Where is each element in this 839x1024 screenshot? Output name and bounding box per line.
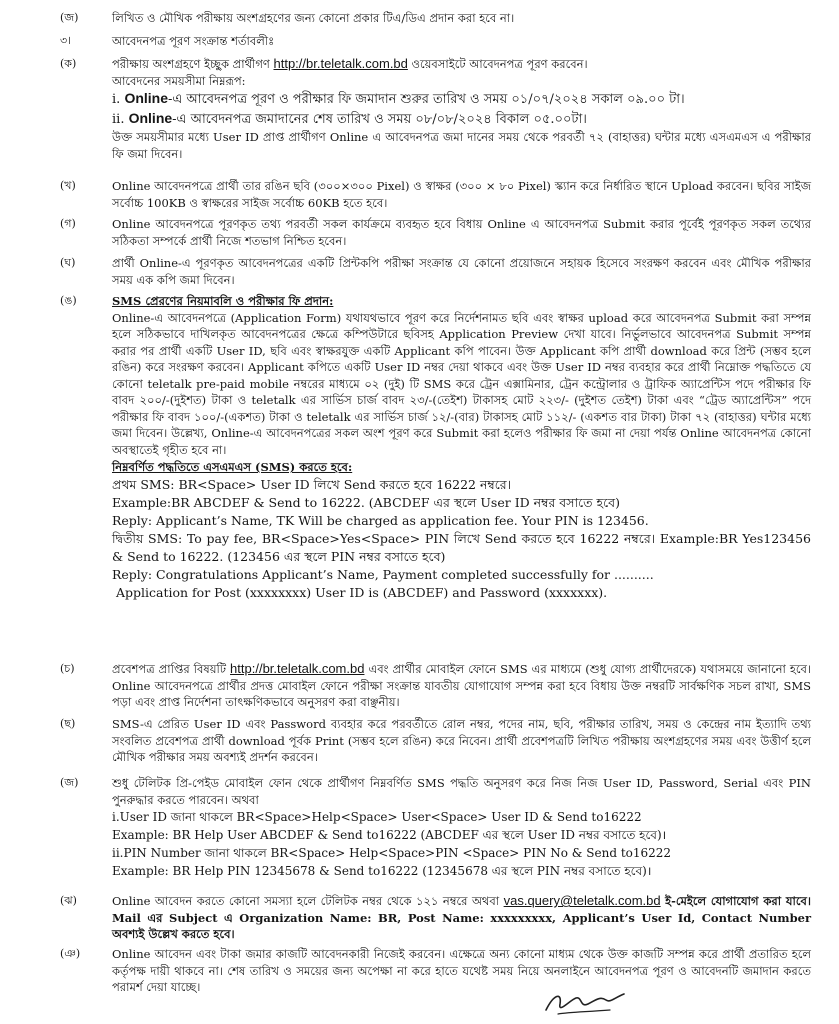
sms-second-application: Application for Post (xxxxxxxx) User ID is (ABCDEF) and Password (xxxxxxx). (116, 584, 608, 600)
item-text (112, 10, 811, 27)
teletalk-link[interactable]: http://br.teletalk.com.bd (230, 661, 365, 676)
ka-line-1 (112, 56, 811, 73)
item-marker: (খ) (60, 179, 76, 192)
recovery-line-1: i.User ID জানা থাকলে BR<Space>Help<Space> User<Space> User ID & Send to16222 (112, 810, 642, 824)
item-marker: (জ) (60, 11, 79, 24)
text-span: পরীক্ষায় অংশগ্রহণে ইচ্ছুক প্রার্থীগণ (112, 57, 270, 71)
item-text (112, 255, 811, 288)
handwritten-signature (540, 986, 630, 1018)
item-text (112, 716, 811, 766)
item-text (112, 661, 811, 711)
paragraph: Online আবেদনপত্রে পূরণকৃত তথ্য পরবর্তী সকল কার্যক্রমে ব্যবহৃত হবে বিধায় Online এ আবেদনপত্র Submit করার পূর্বেই পূরণকৃত সকল তথ্যের সঠিকতা সম্পর্কে প্রার্থী নিজে শতভাগ নিশ্চিত হবেন। (112, 217, 811, 248)
paragraph: Online আবেদন এবং টাকা জমার কাজটি আবেদনকারী নিজেই করবেন। এক্ষেত্রে অন্য কোনো মাধ্যম থেকে উক্ত কাজটি সম্পন্ন করে প্রার্থী প্রতারিত হলে কর্তৃপক্ষ দায়ী থাকবে না। শেষ তারিখ ও সময়ের জন্য অপেক্ষা না করে হাতে যথেষ্ট সময় নিয়ে অনলাইনে আবেদনপত্র পূরণ ও আবেদনটি জমাদান করতে পরামর্শ দেয়া যাচ্ছে। (112, 947, 811, 994)
item-text (112, 293, 811, 602)
text-span: -এ আবেদনপত্র পূরণ ও পরীক্ষার ফি জমাদান শুরুর তারিখ ও সময় ০১/০৭/২০২৪ সকাল ০৯.০০ টা। (168, 92, 685, 107)
sms-first-reply: Reply: Applicant’s Name, TK Will be charged as application fee. Your PIN is 123456. (112, 512, 649, 528)
recovery-line-3: ii.PIN Number জানা থাকলে BR<Space> Help<Space>PIN <Space> PIN No & Send to16222 (112, 846, 672, 860)
recovery-line-4: Example: BR Help PIN 12345678 & Send to16222 (12345678 এর স্থলে PIN নম্বর বসাতে হবে)। (112, 864, 652, 878)
sms-fee-heading: SMS প্রেরণের নিয়মাবলি ও পরীক্ষার ফি প্রদান: (112, 294, 334, 308)
item-marker: (চ) (60, 662, 75, 675)
paragraph: SMS-এ প্রেরিত User ID এবং Password ব্যবহার করে পরবর্তীতে রোল নম্বর, পদের নাম, ছবি, পরীক্ষার তারিখ, সময় ও কেন্দ্রের নাম ইত্যাদি তথ্য সংবলিত প্রবেশপত্র প্রার্থী download পূর্বক Print (সম্ভব হলে রঙিন) করে নিবেন। প্রার্থী প্রবেশপত্রটি লিখিত পরীক্ষায় অংশগ্রহণের সময় এবং উত্তীর্ণ হলে মৌখিক পরীক্ষার সময় অবশ্যই প্রদর্শন করবেন। (112, 717, 811, 764)
section-heading (112, 33, 811, 50)
text-span: ওয়েবসাইটে আবেদনপত্র পূরণ করবেন। (411, 57, 588, 71)
text-span: প্রবেশপত্র প্রাপ্তির বিষয়টি (112, 662, 227, 676)
recovery-line-2: Example: BR Help User ABCDEF & Send to16222 (ABCDEF এর স্থলে User ID নম্বর বসাতে হবে)। (112, 828, 667, 842)
item-marker: (ঙ) (60, 294, 77, 307)
sms-first: প্রথম SMS: BR<Space> User ID লিখে Send করতে হবে 16222 নম্বরে। (112, 476, 512, 492)
online-word: Online (124, 90, 168, 106)
ka-line-2: আবেদনের সময়সীমা নিম্নরূপ: (112, 73, 246, 88)
ka-line-4 (112, 109, 811, 129)
sms-first-example: Example:BR ABCDEF & Send to 16222. (ABCDEF এর স্থলে User ID নম্বর বসাতে হবে) (112, 494, 620, 510)
paragraph: প্রার্থী Online-এ পূরণকৃত আবেদনপত্রের একটি প্রিন্টকপি পরীক্ষা সংক্রান্ত যে কোনো প্রয়োজনে সহায়ক হিসেবে সংরক্ষণ করবেন এবং মৌখিক পরীক্ষার সময় এক কপি জমা দিবেন। (112, 256, 811, 287)
online-word: Online (128, 110, 173, 126)
item-text (112, 775, 811, 880)
item-marker: (ছ) (60, 717, 76, 730)
item-text (112, 946, 811, 996)
item-marker: (জ) (60, 776, 79, 789)
roman-number: ii. (112, 112, 125, 127)
item-text (112, 56, 811, 162)
support-email-link[interactable]: vas.query@teletalk.com.bd (503, 893, 661, 908)
item-marker: (ঞ) (60, 947, 81, 960)
teletalk-link[interactable]: http://br.teletalk.com.bd (273, 56, 408, 71)
ka-line-5: উক্ত সময়সীমার মধ্যে User ID প্রাপ্ত প্রার্থীগণ Online এ আবেদনপত্র জমা দানের সময় থেকে পরবর্তী ৭২ (বাহাত্তর) ঘন্টার মধ্যে এসএমএস এ পরীক্ষার ফি জমা দিবেন। (112, 130, 811, 161)
item-text (112, 893, 811, 943)
roman-number: i. (112, 92, 121, 107)
sms-method-heading: নিম্নবর্ণিত পদ্ধতিতে এসএমএস (SMS) করতে হবে: (112, 460, 353, 474)
ka-line-3 (112, 89, 811, 109)
paragraph (112, 661, 811, 711)
heading-text: আবেদনপত্র পূরণ সংক্রান্ত শর্তাবলীঃ (112, 34, 275, 48)
sms-second-reply: Reply: Congratulations Applicant’s Name, Payment completed successfully for .......... (112, 566, 654, 582)
item-marker: (গ) (60, 217, 76, 230)
paragraph: Online আবেদনপত্রে প্রার্থী তার রঙিন ছবি (৩০০×৩০০ Pixel) ও স্বাক্ষর (৩০০ × ৮০ Pixel) স্ক্যান করে নির্ধারিত স্থানে Upload করবেন। ছবির সাইজ সর্বোচ্চ 100KB ও স্বাক্ষরের সাইজ সর্বোচ্চ 60KB হতে হবে। (112, 179, 811, 210)
item-marker: (ঝ) (60, 894, 77, 907)
item-marker: (ঘ) (60, 256, 76, 269)
sms-second: দ্বিতীয় SMS: To pay fee, BR<Space>Yes<Space> PIN লিখে Send করতে হবে 16222 নম্বরে। Example:BR Yes123456 & Send to 16222. (123456 এর স্থলে PIN নম্বর বসাতে হবে) (112, 530, 811, 564)
paragraph (112, 893, 811, 943)
item-text (112, 178, 811, 211)
section-number: ৩। (60, 34, 72, 47)
text-span: -এ আবেদনপত্র জমাদানের শেষ তারিখ ও সময় ০৮/০৮/২০২৪ বিকাল ০৫.০০টা। (172, 112, 587, 127)
text-span: এবং প্রার্থীর মোবাইল ফোনে SMS এর মাধ্যমে (শুধু যোগ্য প্রার্থীদেরকে) যথাসময়ে জানানো হবে। Online আবেদনপত্রে প্রার্থীর প্রদত্ত মোবাইল ফোনে পরীক্ষা সংক্রান্ত যাবতীয় যোগাযোগ সম্পন্ন করা হবে বিধায় উক্ত নম্বরটি সার্বক্ষণিক সচল রাখা, SMS পড়া এবং প্রাপ্ত নির্দেশনা তাৎক্ষণিকভাবে অনুসরণ করা বাঞ্ছনীয়। (112, 662, 812, 709)
paragraph: লিখিত ও মৌখিক পরীক্ষায় অংশগ্রহণের জন্য কোনো প্রকার টিএ/ডিএ প্রদান করা হবে না। (112, 11, 515, 25)
text-span: Online আবেদন করতে কোনো সমস্যা হলে টেলিটক নম্বর থেকে ১২১ নম্বরে অথবা (112, 894, 500, 908)
text-span: ই-মেইলে যোগাযোগ করা যাবে। Mail এর Subject এ Organization Name: BR, Post Name: xxxxxxxxx, Applicant’s User Id, Contact Number অবশ্যই উল্লেখ করতে হবে। (112, 894, 812, 941)
item-text (112, 216, 811, 249)
application-paragraph: Online-এ আবেদনপত্রে (Application Form) যথাযথভাবে পূরণ করে নির্দেশনামত ছবি এবং স্বাক্ষর upload করে আবেদনপত্র Submit করা সম্পন্ন হলে সঠিকভাবে দাখিলকৃত আবেদনপত্রের ক্ষেত্রে কম্পিউটারে ছবিসহ Application Preview দেখা যাবে। নির্ভুলভাবে আবেদনপত্র Submit সম্পন্ন করার পর প্রার্থী একটি User ID, ছবি এবং স্বাক্ষরযুক্ত একটি Applicant কপি পাবেন। উক্ত Applicant কপি প্রার্থী download করে প্রিন্ট (সম্ভব হলে রঙিন) করে সংরক্ষণ করবেন। Applicant কপিতে একটি User ID নম্বর দেয়া থাকবে এবং উক্ত User ID নম্বর ব্যবহার করে প্রার্থী নিম্নোক্ত পদ্ধতিতে যে কোনো teletalk pre-paid mobile নম্বরের মাধ্যমে ০২ (দুই) টি SMS করে ট্রেন এক্সামিনার, ট্রেন কন্ট্রোলার ও ট্রাফিক অ্যাপ্রেন্টিস পদে পরীক্ষার ফি বাবদ ২০০/-(দুইশত) টাকা ও teletalk এর সার্ভিস চার্জ বাবদ ২৩/-(তেইশ) টাকাসহ মোট ২২৩/- (দুইশত তেইশ) টাকা এবং “ট্রেড অ্যাপ্রেন্টিস” পদে পরীক্ষার ফি বাবদ ১০০/-(একশত) টাকা ও teletalk এর সার্ভিস চার্জ ১২/-(বার) টাকাসহ মোট ১১২/- (একশত বার টাকা) টাকা ৭২ (বাহাত্তর) ঘন্টার মধ্যে জমা দিবেন। উল্লেখ্য, Online-এ আবেদনপত্রের সকল অংশ পূরণ করে Submit করা হলেও পরীক্ষার ফি জমা না দেয়া পর্যন্ত Online আবেদনপত্র কোনো অবস্থাতেই গৃহীত হবে না। (112, 310, 811, 457)
item-marker: (ক) (60, 57, 77, 70)
paragraph: শুধু টেলিটক প্রি-পেইড মোবাইল ফোন থেকে প্রার্থীগণ নিম্নবর্ণিত SMS পদ্ধতি অনুসরণ করে নিজ নিজ User ID, Password, Serial এবং PIN পুনরুদ্ধার করতে পারবেন। অথবা (112, 776, 811, 807)
